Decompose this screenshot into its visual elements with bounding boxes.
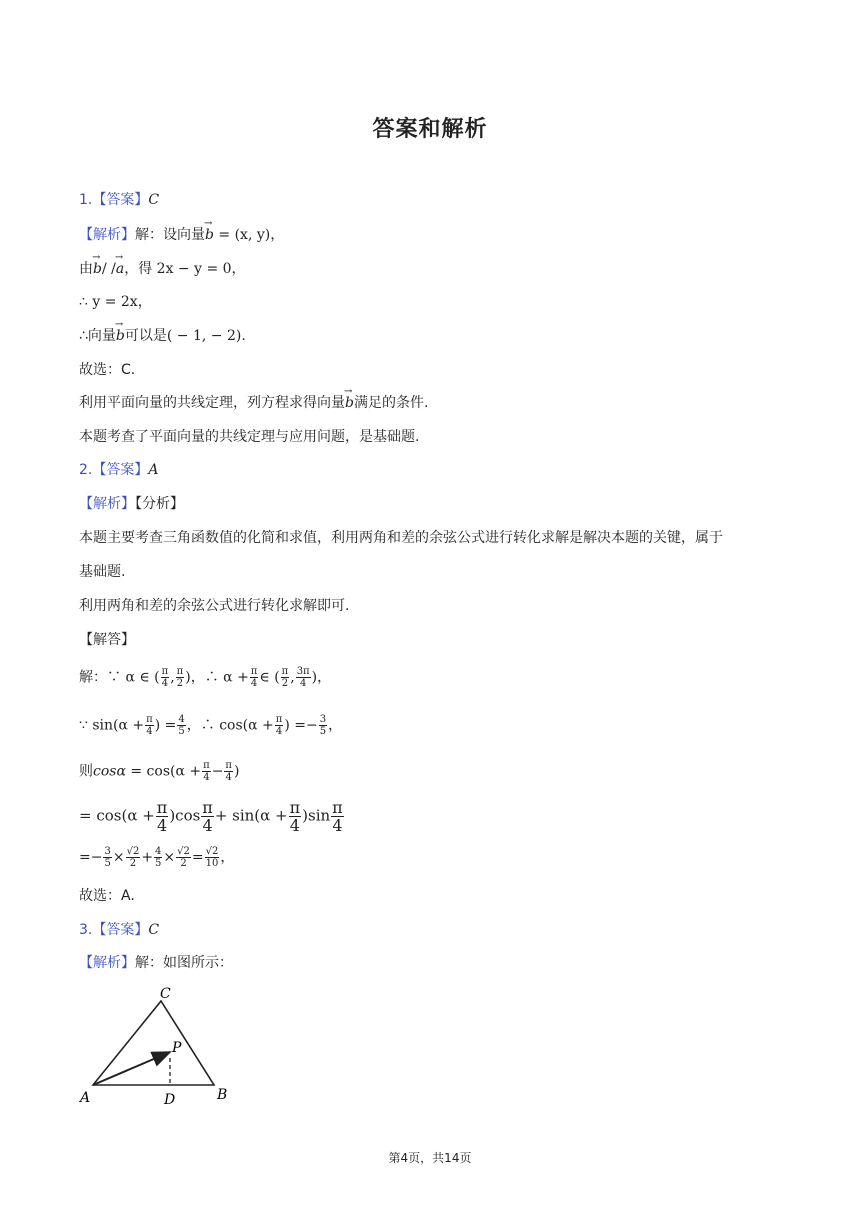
fraction: [201, 799, 214, 834]
q2-jieda-label: 【解答】: [79, 632, 135, 648]
q1-number: 1.: [79, 192, 93, 208]
point-label-b: B: [217, 1087, 228, 1103]
q2-math: ×: [163, 849, 176, 866]
q2-solution-line-3: [79, 760, 239, 783]
fraction: [154, 846, 162, 869]
fraction: [176, 666, 185, 689]
point-label-c: C: [160, 986, 171, 1002]
denominator: 4: [289, 816, 300, 835]
parallel-symbol: / /: [101, 261, 116, 277]
fraction: [296, 666, 311, 689]
q2-math: ，∴ cos(α +: [186, 717, 274, 734]
q2-answer-value: A: [148, 462, 159, 478]
fraction: [250, 666, 259, 689]
point-label-a: A: [80, 1090, 91, 1106]
q2-math: )cos: [169, 806, 201, 825]
denominator: 4: [203, 772, 210, 783]
q2-number: 2.: [79, 462, 93, 478]
vector-b: → b: [116, 326, 125, 346]
q1-text: 由: [79, 261, 93, 277]
q3-analysis-label: 【解析】: [79, 955, 135, 971]
numerator: π: [203, 760, 210, 771]
fraction: [289, 799, 302, 834]
comma: ,: [170, 669, 175, 686]
fraction: [126, 846, 141, 869]
numerator: √2: [205, 846, 219, 857]
q3-answer-value: C: [148, 922, 160, 938]
numerator: π: [289, 798, 301, 817]
q2-math: = cos(α +: [125, 763, 202, 780]
q1-analysis-line-5: 故选：C.: [79, 362, 136, 378]
q1-analysis-line-1: [79, 225, 284, 245]
q2-solution-line-4: [79, 799, 345, 834]
vector-ap-arrow: [93, 1052, 170, 1085]
q2-answer-label: 【答案】: [92, 462, 149, 478]
denominator: 4: [275, 726, 283, 737]
comma: ,: [290, 669, 295, 686]
denominator: 2: [281, 678, 289, 689]
q1-text: 利用平面向量的共线定理，列方程求得向量: [79, 395, 345, 411]
numerator: π: [146, 714, 153, 725]
q2-math: ×: [112, 849, 125, 866]
numerator: π: [161, 666, 169, 677]
q2-math: cosα: [93, 763, 126, 780]
q1-text: 解：设向量: [135, 227, 205, 243]
q1-analysis-line-6: [79, 393, 428, 413]
fraction: [281, 666, 290, 689]
numerator: 4: [178, 714, 185, 725]
fraction: [145, 714, 154, 737]
q1-answer-value: C: [148, 192, 160, 208]
q2-math: ∈ (: [259, 669, 280, 686]
q2-solution-line-6: 故选：A.: [79, 888, 135, 904]
q2-math: )sin: [302, 806, 331, 825]
numerator: π: [250, 666, 258, 677]
q3-answer-line: [79, 920, 159, 940]
fraction: [319, 714, 327, 737]
q1-text: 满足的条件.: [353, 395, 429, 411]
q2-analysis-heading: [79, 494, 184, 514]
q2-math: )，: [311, 669, 332, 686]
q2-solution-line-1: [79, 666, 331, 689]
fraction: [176, 846, 191, 869]
vector-b: → b: [345, 393, 354, 413]
fraction: [275, 714, 284, 737]
q3-number: 3.: [79, 922, 93, 938]
q2-math: )，∴ α +: [185, 669, 249, 686]
vector-b: → b: [205, 225, 214, 245]
q2-math: −: [211, 763, 224, 780]
q2-math: ，: [328, 717, 343, 734]
denominator: 5: [155, 858, 162, 869]
q2-math: ) =−: [284, 717, 318, 734]
q1-math: ，得 2x − y = 0，: [124, 261, 246, 277]
denominator: 5: [104, 858, 111, 869]
fraction: [161, 666, 170, 689]
q1-text: ∴向量: [79, 328, 116, 344]
q2-solution-line-2: [79, 714, 342, 737]
q2-fenxi-label: 【分析】: [135, 496, 184, 512]
q2-paragraph-1: 本题主要考查三角函数值的化简和求值，利用两角和差的余弦公式进行转化求解是解决本题的关键，属于: [79, 530, 723, 546]
fraction: [205, 846, 220, 869]
fraction: [103, 846, 111, 869]
q2-math: ) =: [154, 717, 177, 734]
page-footer: 第4页，共14页: [388, 1151, 472, 1165]
page-title: 答案和解析: [372, 117, 488, 142]
q2-math: +: [141, 849, 154, 866]
numerator: π: [156, 798, 168, 817]
numerator: π: [281, 666, 289, 677]
numerator: π: [225, 760, 232, 771]
numerator: π: [176, 666, 184, 677]
q2-math: = cos(α +: [79, 806, 155, 825]
q2-math: + sin(α +: [214, 806, 288, 825]
q1-analysis-line-3: ∴ y = 2x，: [79, 294, 152, 310]
denominator: 2: [180, 858, 187, 869]
numerator: π: [275, 714, 283, 725]
vector-a: → a: [116, 259, 124, 279]
q2-text: 则: [79, 763, 93, 780]
q3-answer-label: 【答案】: [92, 922, 149, 938]
point-label-p: P: [172, 1040, 182, 1056]
fraction: [177, 714, 185, 737]
denominator: 4: [146, 726, 153, 737]
numerator: 4: [155, 846, 162, 857]
numerator: π: [202, 798, 213, 817]
q2-math: ∵ sin(α +: [79, 717, 145, 734]
denominator: 2: [176, 678, 184, 689]
triangle-abc: [93, 1001, 214, 1085]
q1-analysis-label: 【解析】: [79, 227, 135, 243]
numerator: 3: [104, 846, 111, 857]
fraction: [202, 760, 211, 783]
q2-math: =: [191, 849, 204, 866]
numerator: π: [332, 798, 343, 817]
denominator: 5: [178, 726, 185, 737]
denominator: 4: [332, 816, 343, 835]
denominator: 4: [202, 816, 213, 835]
triangle-diagram: [76, 984, 246, 1110]
q1-math: 可以是( − 1, − 2).: [124, 328, 246, 344]
denominator: 10: [205, 858, 219, 869]
q2-answer-line: [79, 460, 158, 480]
denominator: 4: [161, 678, 169, 689]
q3-analysis-line-1: [79, 953, 233, 973]
q2-solution-line-5: [79, 846, 234, 869]
q1-analysis-line-4: [79, 326, 246, 346]
denominator: 5: [319, 726, 327, 737]
denominator: 2: [129, 858, 137, 869]
denominator: 4: [250, 678, 258, 689]
numerator: 3π: [296, 666, 310, 677]
q2-paragraph-3: 利用两角和差的余弦公式进行转化求解即可.: [79, 598, 350, 614]
fraction: [224, 760, 233, 783]
denominator: 4: [299, 678, 307, 689]
q2-math: 解：∵ α ∈ (: [79, 669, 160, 686]
q3-text: 解：如图所示：: [135, 955, 233, 971]
q1-analysis-line-2: [79, 259, 246, 279]
fraction: [156, 799, 169, 834]
q2-math: ，: [220, 849, 235, 866]
vector-b: → b: [93, 259, 102, 279]
denominator: 4: [225, 772, 232, 783]
q2-math: ): [234, 763, 240, 780]
numerator: 3: [319, 714, 327, 725]
q1-answer-label: 【答案】: [92, 192, 149, 208]
q2-math: =−: [79, 849, 103, 866]
q2-analysis-label: 【解析】: [79, 496, 135, 512]
q1-answer-line: [79, 190, 159, 210]
numerator: √2: [126, 846, 140, 857]
q2-paragraph-2: 基础题.: [79, 564, 126, 580]
q1-analysis-line-7: 本题考查了平面向量的共线定理与应用问题，是基础题.: [79, 429, 420, 445]
fraction: [331, 799, 344, 834]
q1-math: = (x, y)，: [213, 227, 285, 243]
numerator: √2: [177, 846, 190, 857]
point-label-d: D: [164, 1092, 176, 1108]
denominator: 4: [156, 816, 168, 835]
